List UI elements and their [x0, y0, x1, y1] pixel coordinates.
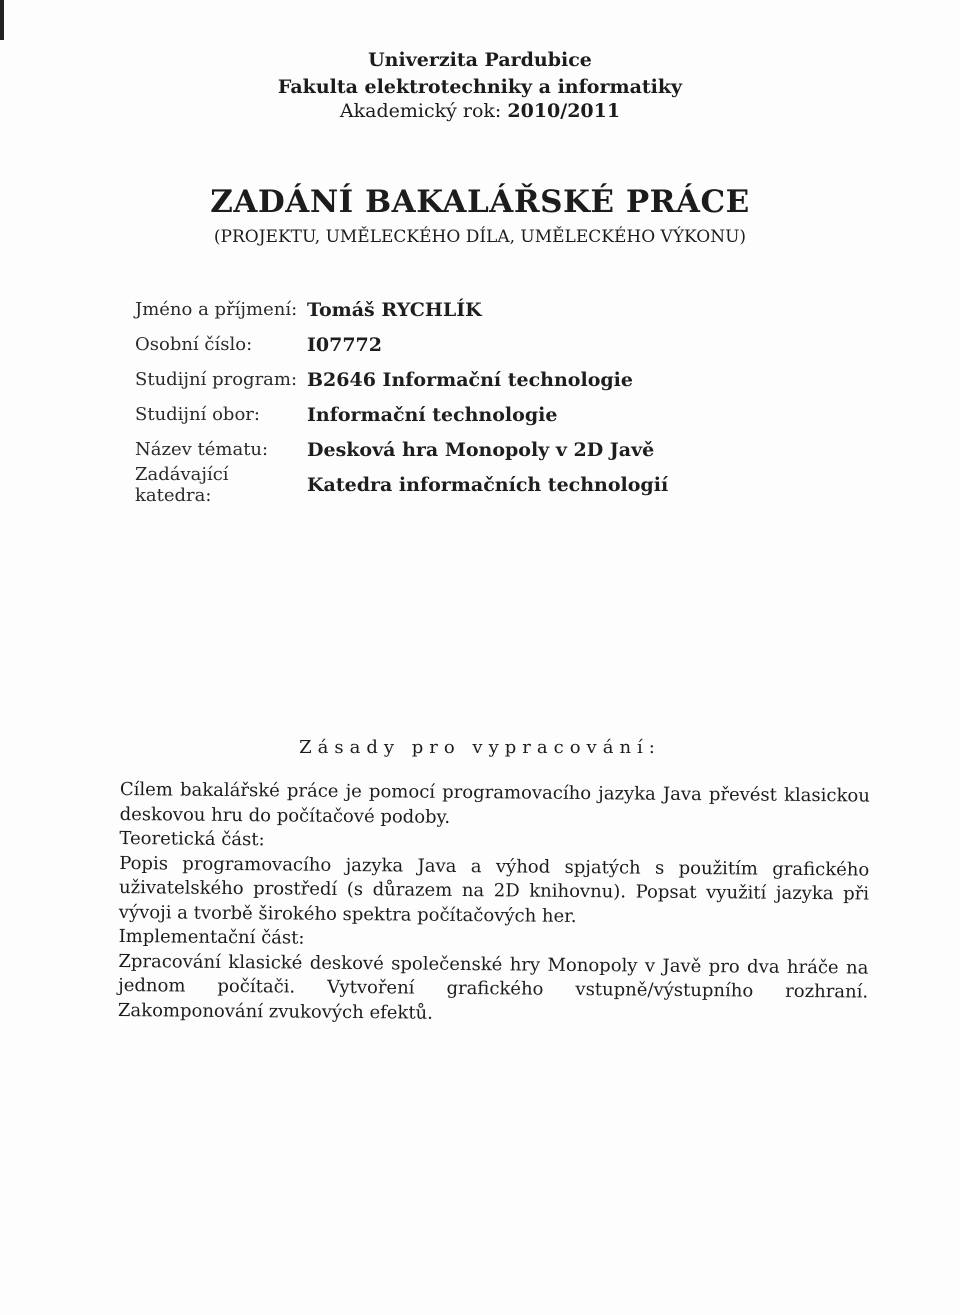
info-label: Název tématu: [135, 439, 269, 460]
info-row-personal-number [135, 327, 668, 362]
info-value: Informační technologie [307, 403, 558, 426]
info-label: Zadávající katedra: [135, 463, 229, 506]
document-title: ZADÁNÍ BAKALÁŘSKÉ PRÁCE [210, 184, 750, 220]
document-subtitle: (PROJEKTU, UMĚLECKÉHO DÍLA, UMĚLECKÉHO VÝKONU) [213, 227, 747, 247]
academic-year-value: 2010/2011 [507, 100, 621, 122]
academic-year [0, 99, 960, 123]
info-label: Studijní program: [135, 369, 298, 390]
guidelines-heading: Zásady pro vypracování: [299, 737, 661, 758]
info-row-topic [135, 432, 668, 467]
paragraph-implementation: Zpracování klasické deskové společenské hry Monopoly v Javě pro dva hráče na jednom počítači. Vytvoření grafického vstupně/výstupního rozhraní. Zakomponování zvukových efektů. [117, 950, 869, 1024]
info-row-study-field [135, 397, 668, 432]
student-info-table [135, 292, 669, 506]
info-label: Studijní obor: [135, 404, 260, 425]
paragraph-goal: Cílem bakalářské práce je pomocí programovacího jazyka Java převést klasickou deskovou hru do počítačové podoby. [119, 778, 870, 828]
scan-edge-mark [0, 0, 4, 40]
info-value: B2646 Informační technologie [307, 368, 633, 391]
info-value: Katedra informačních technologií [307, 473, 669, 496]
info-value: Tomáš RYCHLÍK [307, 298, 482, 321]
paragraph-theory-heading: Teoretická část: [119, 827, 265, 851]
paragraph-theory: Popis programovacího jazyka Java a výhod spjatých s použitím grafického uživatelského prostředí (s důrazem na 2D knihovnu). Popsat využití jazyka při vývoji a tvorbě širokého spektra počítačových her. [118, 852, 870, 927]
academic-year-label: Akademický rok: [339, 100, 502, 122]
info-label: Jméno a příjmení: [135, 299, 298, 320]
info-row-department [135, 463, 669, 506]
info-value: Desková hra Monopoly v 2D Javě [307, 438, 655, 461]
faculty-name: Fakulta elektrotechniky a informatiky [277, 76, 683, 98]
university-name: Univerzita Pardubice [368, 49, 592, 71]
info-value: I07772 [307, 333, 382, 356]
guidelines-body [118, 778, 870, 1030]
info-row-name [135, 292, 668, 327]
info-label: Osobní číslo: [135, 334, 253, 355]
paragraph-implementation-heading: Implementační část: [118, 925, 305, 949]
info-row-study-program [135, 362, 668, 397]
